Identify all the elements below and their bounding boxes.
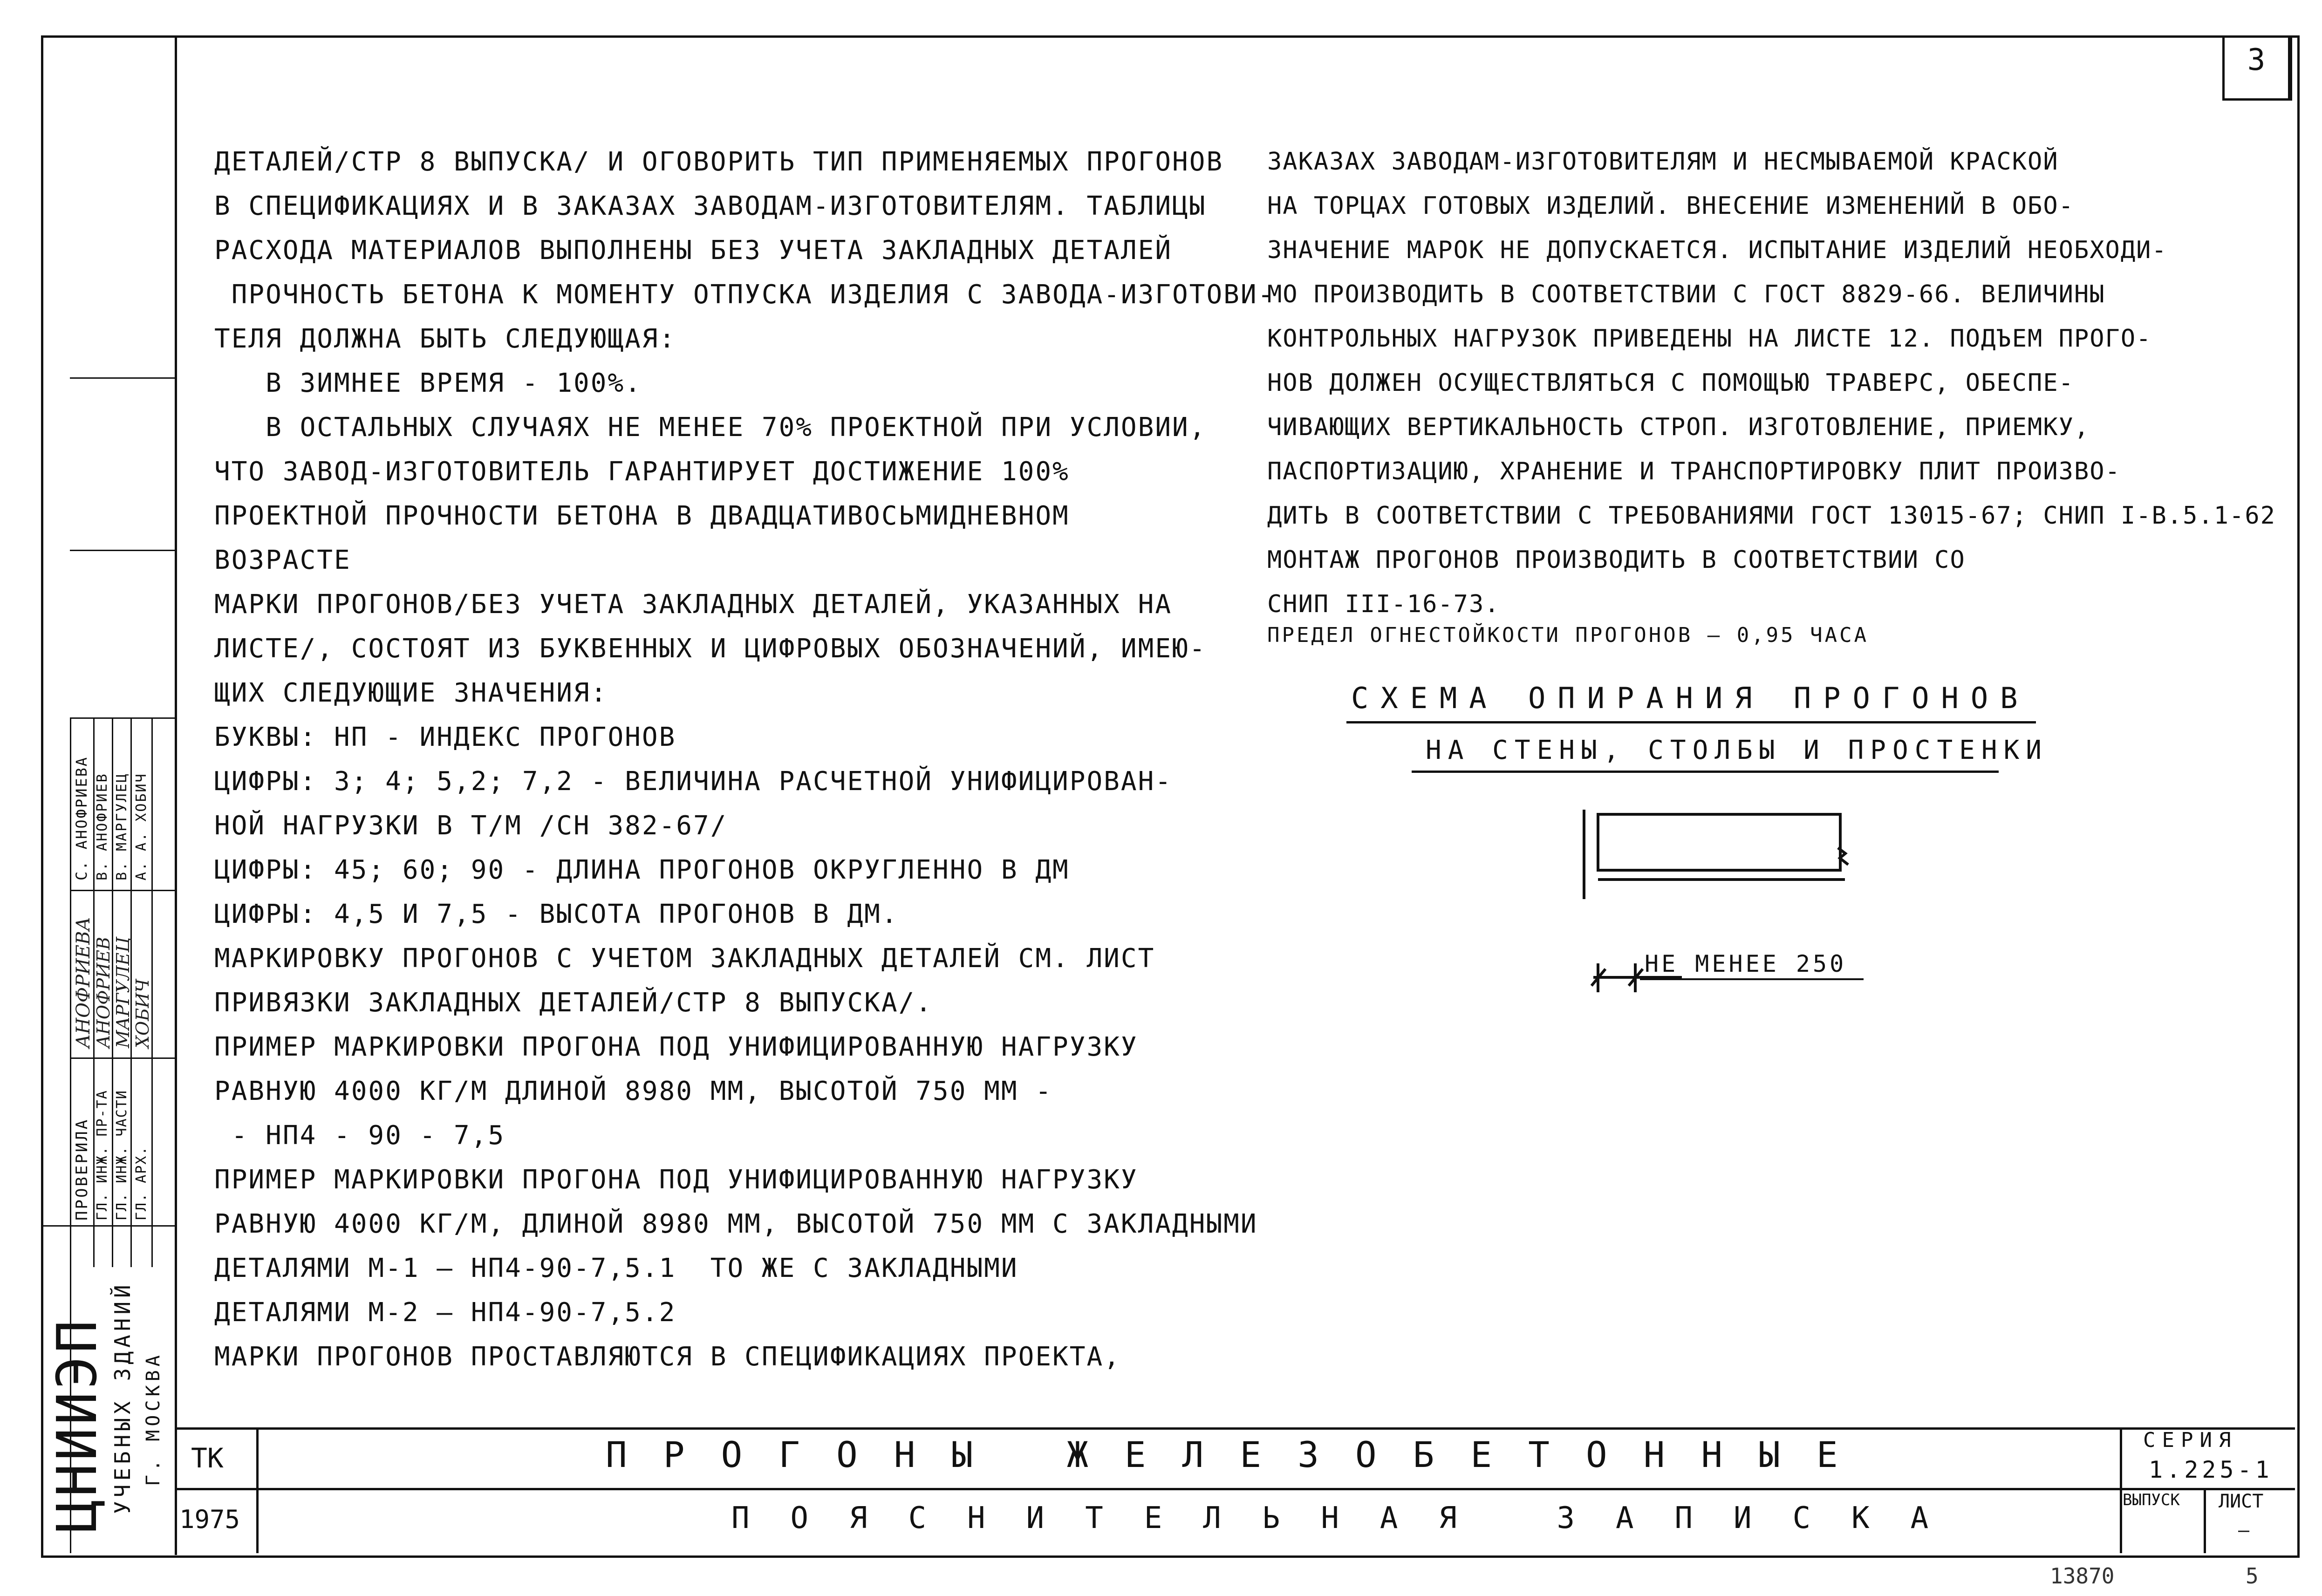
text-line: ПАСПОРТИЗАЦИЮ, ХРАНЕНИЕ И ТРАНСПОРТИРОВКУ ПЛИТ ПРОИЗВО-: [1267, 457, 2121, 485]
sheet-value: —: [2238, 1520, 2250, 1541]
sheet-number-box: [2222, 35, 2292, 101]
series-label: СЕРИЯ: [2143, 1428, 2238, 1452]
text-line: ЦИФРЫ: 3; 4; 5,2; 7,2 - ВЕЛИЧИНА РАСЧЕТНОЙ УНИФИЦИРОВАН-: [214, 766, 1173, 797]
stamp-row-line: [70, 550, 175, 551]
text-line: ЗНАЧЕНИЕ МАРОК НЕ ДОПУСКАЕТСЯ. ИСПЫТАНИЕ ИЗДЕЛИЙ НЕОБХОДИ-: [1267, 236, 2167, 264]
fire-resistance-note: ПРЕДЕЛ ОГНЕСТОЙКОСТИ ПРОГОНОВ — 0,95 ЧАСА: [1267, 623, 1869, 647]
stamp-signature: МАРГУЛЕЦ: [113, 937, 133, 1048]
text-line: ДЕТАЛЯМИ М-1 — НП4-90-7,5.1 ТО ЖЕ С ЗАКЛАДНЫМИ: [214, 1253, 1018, 1283]
stamp-signature: АНОФРИЕВ: [93, 937, 114, 1048]
title-block-col: [2120, 1427, 2122, 1553]
text-line: ПРИМЕР МАРКИРОВКИ ПРОГОНА ПОД УНИФИЦИРОВАННУЮ НАГРУЗКУ: [214, 1165, 1138, 1195]
text-line: ПРОЧНОСТЬ БЕТОНА К МОМЕНТУ ОТПУСКА ИЗДЕЛИЯ С ЗАВОДА-ИЗГОТОВИ-: [214, 280, 1275, 310]
dimension-label-line: [1640, 978, 1864, 980]
text-line: В ЗИМНЕЕ ВРЕМЯ - 100%.: [214, 368, 642, 398]
document-title: ПРОГОНЫ ЖЕЛЕЗОБЕТОННЫЕ: [606, 1434, 1874, 1475]
scheme-title-line1: СХЕМА ОПИРАНИЯ ПРОГОНОВ: [1351, 681, 2030, 715]
text-line: ДЕТАЛЕЙ/СТР 8 ВЫПУСКА/ И ОГОВОРИТЬ ТИП ПРИМЕНЯЕМЫХ ПРОГОНОВ: [214, 147, 1224, 177]
stamp-name: В. МАРГУЛЕЦ: [114, 772, 130, 880]
text-line: ПРИВЯЗКИ ЗАКЛАДНЫХ ДЕТАЛЕЙ/СТР 8 ВЫПУСКА/.: [214, 988, 933, 1018]
text-line: БУКВЫ: НП - ИНДЕКС ПРОГОНОВ: [214, 722, 676, 752]
text-line: ЦИФРЫ: 4,5 И 7,5 - ВЫСОТА ПРОГОНОВ В ДМ.: [214, 899, 899, 929]
text-line: ТЕЛЯ ДОЛЖНА БЫТЬ СЛЕДУЮЩАЯ:: [214, 324, 676, 354]
org-name: ЦНИИЭП: [45, 1317, 109, 1533]
scheme-title-underline1: [1346, 721, 2036, 723]
text-line: РАВНУЮ 4000 КГ/М, ДЛИНОЙ 8980 ММ, ВЫСОТОЙ 750 ММ С ЗАКЛАДНЫМИ: [214, 1209, 1258, 1239]
stamp-row-line: [70, 890, 175, 891]
document-subtitle: ПОЯСНИТЕЛЬНАЯ ЗАПИСКА: [731, 1501, 1970, 1535]
text-line: МОНТАЖ ПРОГОНОВ ПРОИЗВОДИТЬ В СООТВЕТСТВИИ СО: [1267, 546, 1966, 574]
text-line: ЗАКАЗАХ ЗАВОДАМ-ИЗГОТОВИТЕЛЯМ И НЕСМЫВАЕМОЙ КРАСКОЙ: [1267, 148, 2059, 176]
text-line: СНИП III-16-73.: [1267, 590, 1500, 618]
text-line: РАСХОДА МАТЕРИАЛОВ ВЫПОЛНЕНЫ БЕЗ УЧЕТА ЗАКЛАДНЫХ ДЕТАЛЕЙ: [214, 235, 1173, 266]
sheet-label: ЛИСТ: [2219, 1491, 2264, 1512]
series-value: 1.225-1: [2149, 1456, 2273, 1483]
stamp-name: В. АНОФРИЕВ: [94, 772, 110, 880]
stamp-signature: АНОФРИЕВА: [73, 917, 94, 1048]
org-city: Г. МОСКВА: [143, 1351, 164, 1486]
text-line: В СПЕЦИФИКАЦИЯХ И В ЗАКАЗАХ ЗАВОДАМ-ИЗГОТОВИТЕЛЯМ. ТАБЛИЦЫ: [214, 191, 1207, 221]
text-line: ЛИСТЕ/, СОСТОЯТ ИЗ БУКВЕННЫХ И ЦИФРОВЫХ ОБОЗНАЧЕНИЙ, ИМЕЮ-: [214, 634, 1207, 664]
format-mark: 5: [2246, 1563, 2259, 1589]
text-line: ВОЗРАСТЕ: [214, 545, 351, 575]
text-line: МО ПРОИЗВОДИТЬ В СООТВЕТСТВИИ С ГОСТ 8829-66. ВЕЛИЧИНЫ: [1267, 280, 2105, 308]
text-line: МАРКИ ПРОГОНОВ ПРОСТАВЛЯЮТСЯ В СПЕЦИФИКАЦИЯХ ПРОЕКТА,: [214, 1342, 1121, 1372]
left-text-column: [214, 140, 1275, 1379]
stamp-row-line: [70, 377, 175, 379]
text-line: КОНТРОЛЬНЫХ НАГРУЗОК ПРИВЕДЕНЫ НА ЛИСТЕ 12. ПОДЪЕМ ПРОГО-: [1267, 325, 2152, 353]
text-line: В ОСТАЛЬНЫХ СЛУЧАЯХ НЕ МЕНЕЕ 70% ПРОЕКТНОЙ ПРИ УСЛОВИИ,: [214, 412, 1207, 443]
text-line: МАРКИ ПРОГОНОВ/БЕЗ УЧЕТА ЗАКЛАДНЫХ ДЕТАЛЕЙ, УКАЗАННЫХ НА: [214, 589, 1173, 620]
binding-margin-line: [175, 35, 177, 1555]
stamp-row-line: [41, 1225, 175, 1227]
text-line: ЧТО ЗАВОД-ИЗГОТОВИТЕЛЬ ГАРАНТИРУЕТ ДОСТИЖЕНИЕ 100%: [214, 457, 1070, 487]
text-line: ПРОЕКТНОЙ ПРОЧНОСТИ БЕТОНА В ДВАДЦАТИВОСЬМИДНЕВНОМ: [214, 501, 1070, 531]
right-text-column: [1267, 140, 2276, 627]
stamp-name: А. А. ХОБИЧ: [133, 772, 150, 880]
title-block-mid: [175, 1488, 2295, 1490]
sheet-number: 3: [2247, 43, 2266, 77]
inventory-mark: 13870: [2050, 1563, 2115, 1589]
scheme-dimension-label: НЕ МЕНЕЕ 250: [1645, 950, 1847, 977]
support-scheme-drawing: [1565, 801, 1892, 1016]
text-line: ДИТЬ В СООТВЕТСТВИИ С ТРЕБОВАНИЯМИ ГОСТ 13015-67; СНИП I-В.5.1-62: [1267, 502, 2276, 530]
title-block-col: [256, 1427, 259, 1553]
tk-label: ТК: [191, 1442, 224, 1474]
text-line: ПРИМЕР МАРКИРОВКИ ПРОГОНА ПОД УНИФИЦИРОВАННУЮ НАГРУЗКУ: [214, 1032, 1138, 1062]
text-line: - НП4 - 90 - 7,5: [214, 1120, 505, 1151]
stamp-role: ПРОВЕРИЛА: [73, 1118, 91, 1221]
scheme-title-line2: НА СТЕНЫ, СТОЛБЫ И ПРОСТЕНКИ: [1426, 735, 2049, 765]
text-line: НА ТОРЦАХ ГОТОВЫХ ИЗДЕЛИЙ. ВНЕСЕНИЕ ИЗМЕНЕНИЙ В ОБО-: [1267, 192, 2074, 220]
stamp-role: ГЛ. АРХ.: [133, 1146, 150, 1221]
text-line: НОВ ДОЛЖЕН ОСУЩЕСТВЛЯТЬСЯ С ПОМОЩЬЮ ТРАВЕРС, ОБЕСПЕ-: [1267, 369, 2074, 397]
scheme-title-underline2: [1412, 771, 1999, 773]
stamp-row-line: [70, 1057, 175, 1059]
text-line: МАРКИРОВКУ ПРОГОНОВ С УЧЕТОМ ЗАКЛАДНЫХ ДЕТАЛЕЙ СМ. ЛИСТ: [214, 943, 1155, 974]
title-block-top: [175, 1427, 2295, 1430]
title-block-col: [2204, 1488, 2206, 1553]
year-value: 1975: [179, 1505, 240, 1534]
text-line: НОЙ НАГРУЗКИ В Т/М /СН 382-67/: [214, 811, 728, 841]
org-subtitle: УЧЕБНЫХ ЗДАНИЙ: [110, 1281, 135, 1514]
text-line: ЧИВАЮЩИХ ВЕРТИКАЛЬНОСТЬ СТРОП. ИЗГОТОВЛЕНИЕ, ПРИЕМКУ,: [1267, 413, 2090, 441]
stamp-signature: ХОБИЧ: [132, 979, 153, 1048]
stamp-name: С. АНОФРИЕВА: [73, 756, 90, 880]
stamp-role: ГЛ. ИНЖ. ЧАСТИ: [114, 1090, 130, 1221]
purlin-section: [1598, 814, 1840, 870]
stamp-col-line: [70, 717, 71, 1267]
issue-label: ВЫПУСК: [2123, 1491, 2180, 1509]
stamp-role: ГЛ. ИНЖ. ПР-ТА: [94, 1090, 110, 1221]
text-line: ДЕТАЛЯМИ М-2 — НП4-90-7,5.2: [214, 1297, 676, 1328]
text-line: ЩИХ СЛЕДУЮЩИЕ ЗНАЧЕНИЯ:: [214, 678, 608, 708]
stamp-row-line: [70, 717, 175, 719]
text-line: ЦИФРЫ: 45; 60; 90 - ДЛИНА ПРОГОНОВ ОКРУГЛЕННО В ДМ: [214, 855, 1070, 885]
text-line: РАВНУЮ 4000 КГ/М ДЛИНОЙ 8980 ММ, ВЫСОТОЙ 750 ММ -: [214, 1076, 1053, 1106]
